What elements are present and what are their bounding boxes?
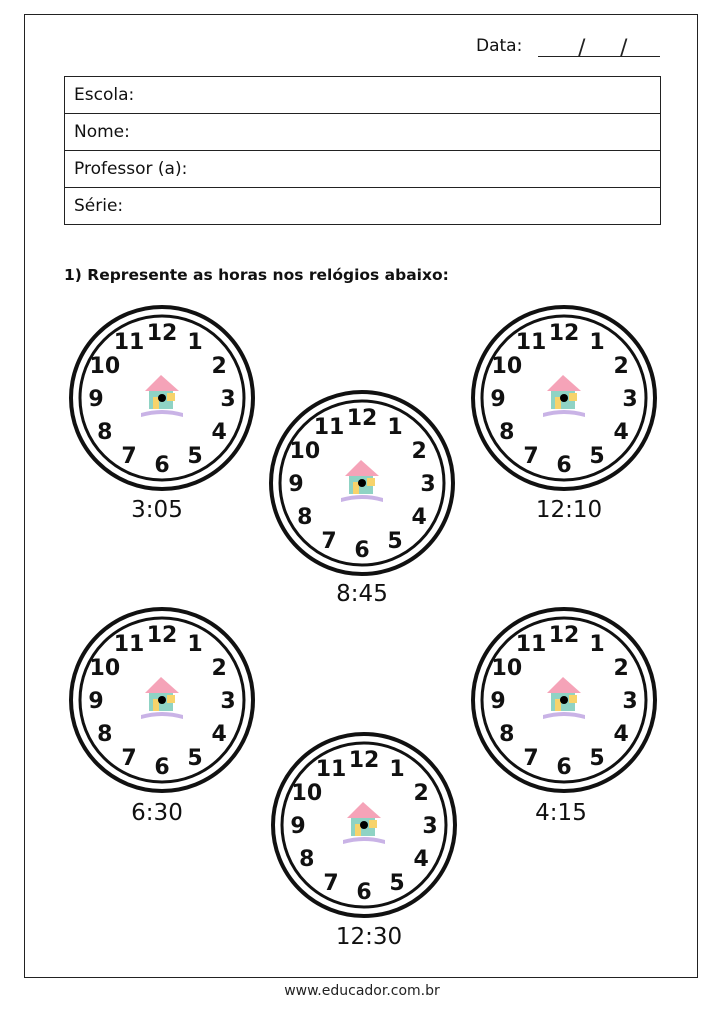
clock-number: 7 — [321, 529, 337, 555]
clock-number: 6 — [356, 880, 372, 905]
clock-face — [269, 730, 459, 920]
school-field[interactable]: Escola: — [65, 77, 661, 114]
clock-number: 4 — [211, 722, 227, 747]
clock-number: 12 — [548, 623, 580, 648]
clock-number: 3 — [422, 814, 438, 839]
clock-number: 5 — [589, 444, 605, 470]
clock-number: 9 — [290, 814, 306, 839]
clock-number: 4 — [411, 505, 427, 530]
footer-website: www.educador.com.br — [284, 983, 440, 999]
clock-number: 5 — [187, 746, 203, 772]
clock-number: 8 — [97, 722, 113, 747]
clock-number: 5 — [187, 444, 203, 470]
clock-center-dot — [158, 394, 166, 402]
clock-number: 8 — [499, 722, 515, 747]
clock-number: 9 — [88, 689, 104, 714]
clock[interactable] — [469, 605, 659, 795]
clock-time-label: 12:10 — [535, 497, 603, 523]
clock-center-dot — [158, 696, 166, 704]
clock-number: 3 — [420, 472, 436, 497]
clock-number: 1 — [187, 329, 203, 355]
clock-number: 2 — [613, 656, 629, 681]
teacher-field[interactable]: Professor (a): — [65, 151, 661, 188]
clock-face — [67, 303, 257, 493]
clock-number: 1 — [387, 414, 403, 440]
clock-number: 2 — [211, 354, 227, 379]
clock-number: 10 — [89, 354, 121, 379]
clock-center-dot — [560, 696, 568, 704]
clock-time-label: 6:30 — [131, 800, 183, 826]
clock-face — [267, 388, 457, 578]
clock-number: 8 — [499, 420, 515, 445]
clock-number: 3 — [622, 387, 638, 412]
clock[interactable] — [469, 303, 659, 493]
clock-number: 10 — [89, 656, 121, 681]
clock-number: 5 — [387, 529, 403, 555]
clock-number: 6 — [154, 755, 170, 780]
clock-number: 10 — [289, 439, 321, 464]
clock-number: 6 — [154, 453, 170, 478]
clock-number: 1 — [187, 631, 203, 657]
clock-number: 1 — [389, 756, 405, 782]
clock-number: 2 — [411, 439, 427, 464]
clock-number: 5 — [589, 746, 605, 772]
clock-number: 4 — [413, 847, 429, 872]
clock-time-label: 3:05 — [131, 497, 183, 523]
clock-number: 7 — [323, 871, 339, 897]
clock-number: 4 — [613, 722, 629, 747]
clock-number: 6 — [354, 538, 370, 563]
clock-number: 11 — [315, 756, 347, 782]
date-slash: / — [578, 36, 586, 61]
clock-number: 4 — [211, 420, 227, 445]
clock-number: 7 — [523, 444, 539, 470]
clock-number: 12 — [346, 406, 378, 431]
clock-number: 6 — [556, 453, 572, 478]
clock-number: 10 — [491, 354, 523, 379]
clock-number: 2 — [413, 781, 429, 806]
clock-number: 8 — [97, 420, 113, 445]
clock-time-label: 4:15 — [535, 800, 587, 826]
date-line[interactable] — [538, 56, 660, 57]
clock-number: 11 — [313, 414, 345, 440]
clock-number: 2 — [211, 656, 227, 681]
clock-face — [469, 303, 659, 493]
name-field[interactable]: Nome: — [65, 114, 661, 151]
clock-time-label: 12:30 — [335, 924, 403, 950]
clock-number: 7 — [121, 746, 137, 772]
clock-center-dot — [560, 394, 568, 402]
clock-number: 10 — [491, 656, 523, 681]
clock-number: 3 — [220, 689, 236, 714]
clock-number: 5 — [389, 871, 405, 897]
clock-number: 1 — [589, 329, 605, 355]
clock-number: 11 — [113, 329, 145, 355]
clock[interactable] — [67, 605, 257, 795]
clock-number: 12 — [146, 321, 178, 346]
clock-number: 12 — [348, 748, 380, 773]
clock-number: 11 — [515, 631, 547, 657]
clock-number: 11 — [113, 631, 145, 657]
clock[interactable] — [269, 730, 459, 920]
clock-number: 7 — [121, 444, 137, 470]
clock-center-dot — [360, 821, 368, 829]
clock-face — [67, 605, 257, 795]
clock-number: 2 — [613, 354, 629, 379]
clock-number: 7 — [523, 746, 539, 772]
date-label: Data: — [476, 36, 523, 56]
clock-number: 12 — [548, 321, 580, 346]
clock[interactable] — [67, 303, 257, 493]
clock-face — [469, 605, 659, 795]
date-slash: / — [620, 36, 628, 61]
clock-number: 11 — [515, 329, 547, 355]
clock-number: 9 — [88, 387, 104, 412]
clock[interactable] — [267, 388, 457, 578]
clock-number: 10 — [291, 781, 323, 806]
clock-number: 3 — [220, 387, 236, 412]
clock-number: 9 — [490, 689, 506, 714]
clock-number: 3 — [622, 689, 638, 714]
clock-number: 8 — [297, 505, 313, 530]
clock-number: 9 — [490, 387, 506, 412]
clock-number: 1 — [589, 631, 605, 657]
question-title: 1) Represente as horas nos relógios abaixo: — [64, 266, 449, 284]
grade-field[interactable]: Série: — [65, 188, 661, 225]
clock-number: 12 — [146, 623, 178, 648]
clock-time-label: 8:45 — [336, 581, 388, 607]
clock-number: 9 — [288, 472, 304, 497]
clock-center-dot — [358, 479, 366, 487]
clock-number: 4 — [613, 420, 629, 445]
clock-number: 8 — [299, 847, 315, 872]
clock-number: 6 — [556, 755, 572, 780]
info-table — [64, 76, 661, 225]
